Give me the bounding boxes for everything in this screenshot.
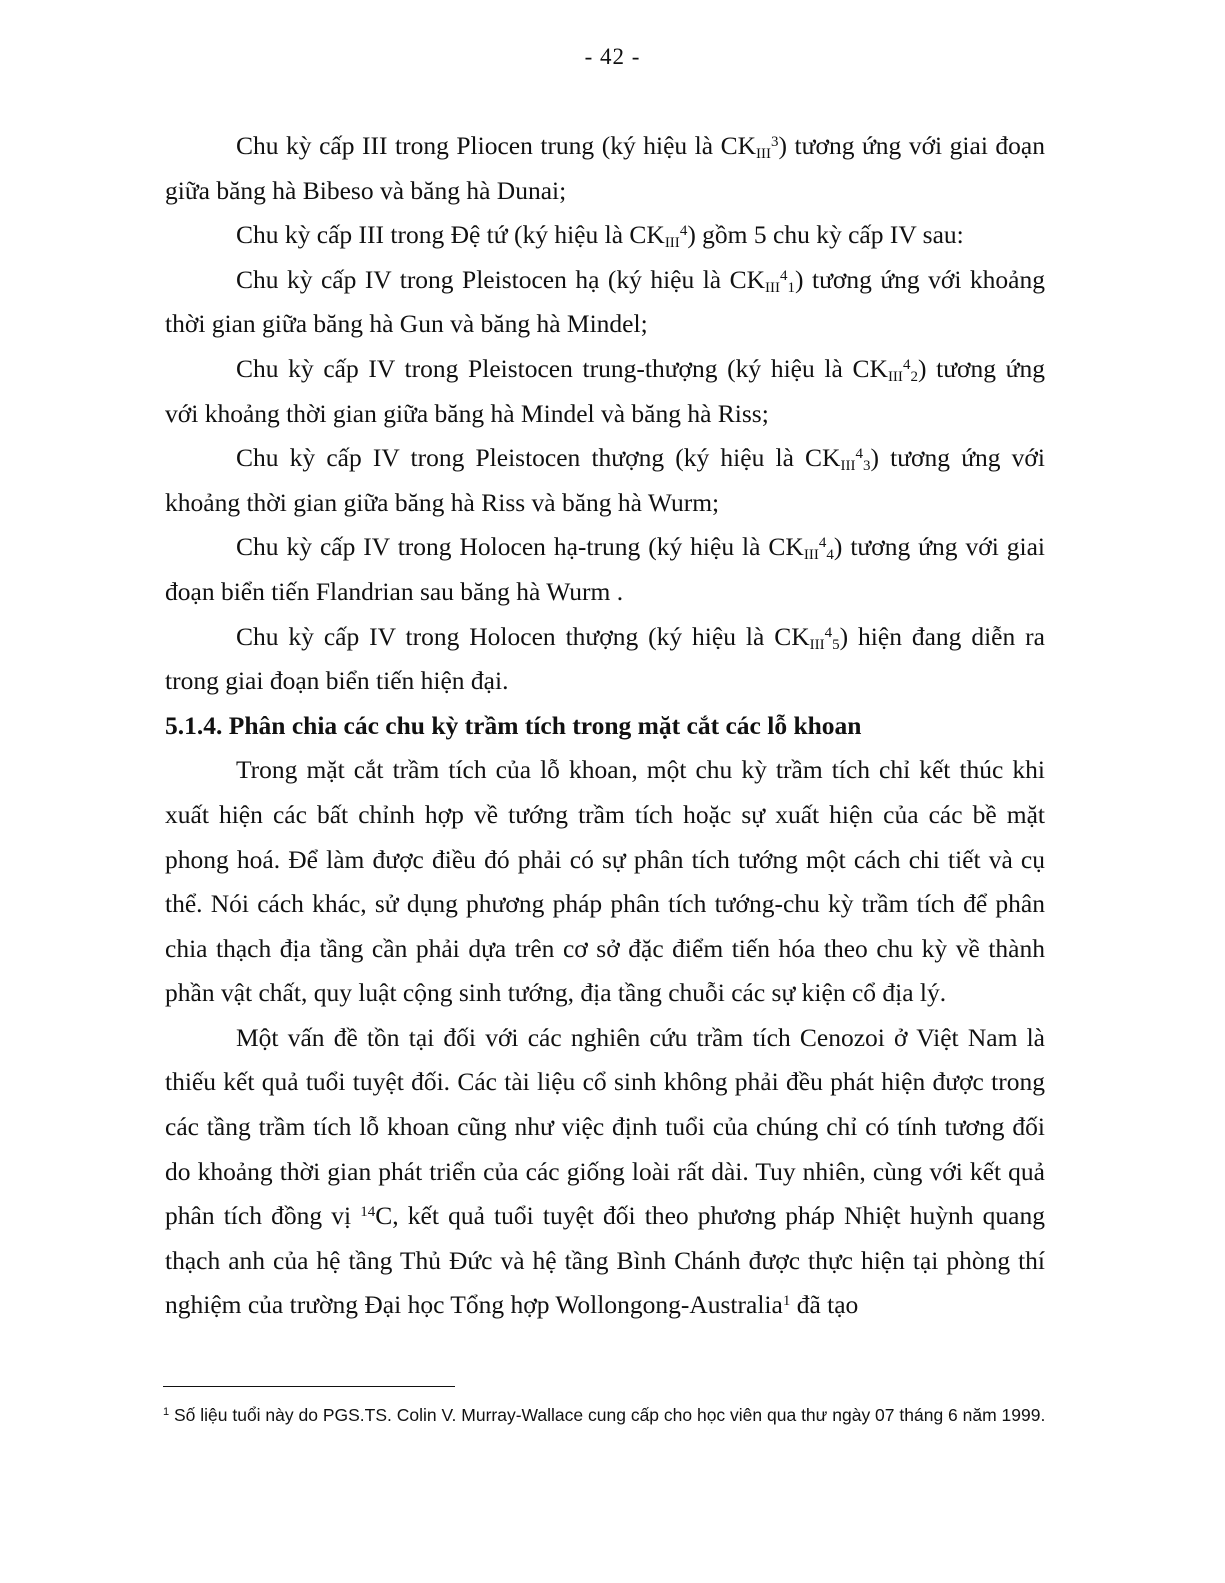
body-text xyxy=(165,124,1045,1328)
paragraph-cycle-upper-pleistocene: Chu kỳ cấp IV trong Pleistocen thượng (ký hiệu là $CK_{III}^4_3$) tương ứng với khoảng thời gian giữa băng hà Riss và băng hà Wurm; xyxy=(165,443,1045,517)
section-heading: 5.1.4. Phân chia các chu kỳ trầm tích trong mặt cắt các lỗ khoan xyxy=(165,710,862,740)
paragraph-cycle-upper-holocene: Chu kỳ cấp IV trong Holocen thượng (ký hiệu là $CK_{III}^4_5$) hiện đang diễn ra trong giai đoạn biển tiến hiện đại. xyxy=(165,621,1045,696)
footnote-reference: 1 xyxy=(782,1293,791,1310)
paragraph-borehole-cycles: Trong mặt cắt trầm tích của lỗ khoan, một chu kỳ trầm tích chỉ kết thúc khi xuất hiện các bất chỉnh hợp về tướng trầm tích hoặc sự xuất hiện của các bề mặt phong hoá. Để làm được điều đó phải có sự phân tích tướng một cách chi tiết và cụ thể. Nói cách khác, sử dụng phương pháp phân tích tướng-chu kỳ trầm tích để phân chia thạch địa tầng cần phải dựa trên cơ sở đặc điểm tiến hóa theo chu kỳ về thành phần vật chất, quy luật cộng sinh tướng, địa tầng chuỗi các sự kiện cổ địa lý. xyxy=(165,755,1045,1008)
page-number: - 42 - xyxy=(584,44,641,69)
footnote xyxy=(163,1400,1048,1431)
footnote-mark: 1 xyxy=(163,1405,170,1418)
footnote-divider xyxy=(163,1386,455,1387)
paragraph-cycle-pliocene: Chu kỳ cấp III trong Pliocen trung (ký hiệu là $CK_{III}^3$) tương ứng với giai đoạn giữa băng hà Bibeso và băng hà Dunai; xyxy=(165,131,1046,205)
paragraph-cycle-quaternary: Chu kỳ cấp III trong Đệ tứ (ký hiệu là $CK_{III}^4$) gồm 5 chu kỳ cấp IV sau: xyxy=(236,220,964,251)
paragraph-cycle-middle-upper-pleistocene: Chu kỳ cấp IV trong Pleistocen trung-thượng (ký hiệu là $CK_{III}^4_2$) tương ứng với khoảng thời gian giữa băng hà Mindel và băng hà Riss; xyxy=(165,353,1045,428)
footnote-text: Số liệu tuổi này do PGS.TS. Colin V. Murray-Wallace cung cấp cho học viên qua thư ngày 07 tháng 6 năm 1999. xyxy=(169,1405,1046,1425)
paragraph-cycle-lower-pleistocene: Chu kỳ cấp IV trong Pleistocen hạ (ký hiệu là $CK_{III}^4_1$) tương ứng với khoảng thời gian giữa băng hà Gun và băng hà Mindel; xyxy=(165,264,1045,339)
paragraph-absolute-age: Một vấn đề tồn tại đối với các nghiên cứu trầm tích Cenozoi ở Việt Nam là thiếu kết quả tuổi tuyệt đối. Các tài liệu cổ sinh không phải đều phát hiện được trong các tầng trầm tích lỗ khoan cũng như việc định tuổi của chúng chỉ có tính tương đối do khoảng thời gian phát triển của các giống loài rất dài. Tuy nhiên, cùng với kết quả phân tích đồng vị $^{14}$C, kết quả tuổi tuyệt đối theo phương pháp Nhiệt huỳnh quang thạch anh của hệ tầng Thủ Đức và hệ tầng Bình Chánh được thực hiện tại phòng thí nghiệm của trường Đại học Tổng hợp Wollongong-Australia$^1$ đã tạo xyxy=(165,1022,1046,1320)
paragraph-cycle-lower-middle-holocene: Chu kỳ cấp IV trong Holocen hạ-trung (ký hiệu là $CK_{III}^4_4$) tương ứng với giai đoạn biển tiến Flandrian sau băng hà Wurm . xyxy=(165,532,1045,606)
